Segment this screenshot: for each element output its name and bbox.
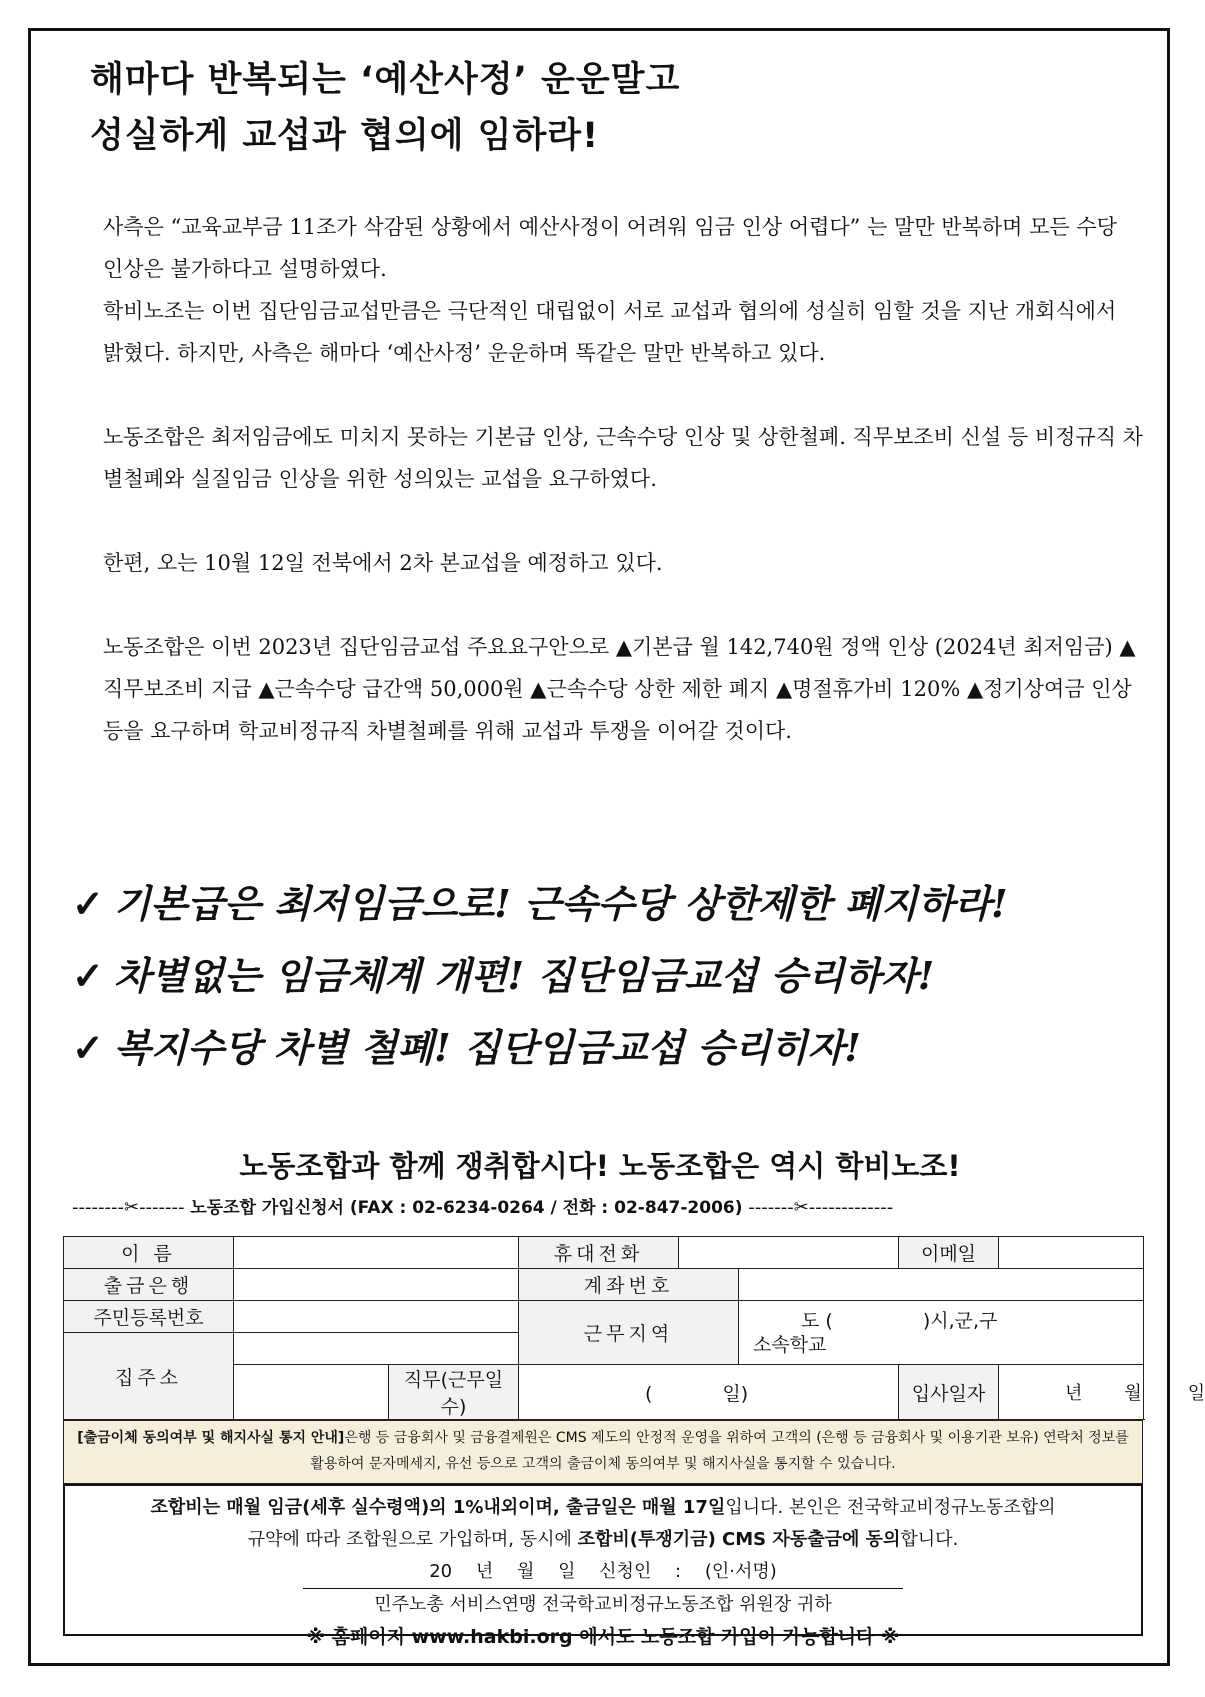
school-label: 소속학교	[753, 1333, 827, 1356]
dash-left-2: -------	[139, 1197, 185, 1218]
region-do-label: 도 (	[801, 1309, 833, 1332]
work-region-field[interactable]	[739, 1301, 1144, 1365]
paragraph-5: 노동조합은 이번 2023년 집단임금교섭 주요요구안으로 ▲기본급 월 142,740원 정액 인상 (2024년 최저임금) ▲직무보조비 지급 ▲근속수당 급간액 50,000원 ▲근속수당 상한 제한 폐지 ▲명절휴가비 120% ▲정기상여금 인상 등을 요구하며 학교비정규직 차별철폐를 위해 교섭과 투쟁을 이어갈 것이다.	[103, 635, 1136, 743]
fee-text-2: 규약에 따라 조합원으로 가입하며, 동시에	[247, 1529, 578, 1550]
resident-number-label: 주민등록번호	[64, 1301, 234, 1333]
days-close: 일)	[722, 1382, 749, 1405]
notice-text: 은행 등 금융회사 및 금융결제원은 CMS 제도의 안정적 운영을 위하여 고객의 (은행 등 금융회사 및 이용기관 보유) 연락처 정보를 활용하여 문자메세지, 유선 등으로 고객의 출금이체 동의여부 및 해지사실을 통지할 수 있습니다.	[310, 1430, 1129, 1472]
checkmark-icon: ✓	[72, 953, 104, 998]
slogan-2-text: 차별없는 임금체계 개편! 집단임금교섭 승리하자!	[113, 953, 935, 998]
call-to-action: 노동조합과 함께 쟁취합시다! 노동조합은 역시 학비노조!	[239, 1149, 961, 1183]
signature-text: 20 년 월 일 신청인 : (인·서명)	[303, 1556, 903, 1589]
signature-line[interactable]	[65, 1556, 1141, 1589]
address-field-2[interactable]	[234, 1365, 389, 1420]
recipient-line: 민주노총 서비스연맹 전국학교비정규노동조합 위원장 귀하	[374, 1594, 832, 1615]
slogan-1-text: 기본급은 최저임금으로! 근속수당 상한제한 폐지하라!	[113, 881, 1008, 926]
bank-label: 출금은행	[64, 1269, 234, 1301]
region-si-label: )시,군,구	[922, 1309, 998, 1332]
hire-date-label: 입사일자	[899, 1365, 999, 1420]
fee-bold-1: 조합비는 매월 임금(세후 실수령액)의 1%내외이며, 출금일은 매월 17일	[150, 1497, 726, 1518]
fee-line-2	[65, 1524, 1141, 1556]
day-label: 일	[1187, 1383, 1205, 1404]
fee-consent-box	[63, 1484, 1143, 1648]
cms-notice	[63, 1420, 1143, 1484]
address-field[interactable]	[234, 1333, 519, 1365]
slogan-2	[72, 940, 1008, 1012]
checkmark-icon: ✓	[72, 881, 104, 926]
address-label: 집주소	[64, 1333, 234, 1420]
hire-date-field[interactable]	[999, 1365, 1205, 1420]
name-label: 이 름	[64, 1237, 234, 1269]
article-body	[103, 206, 1143, 794]
paragraph-4: 한편, 오는 10월 12일 전북에서 2차 본교섭을 예정하고 있다.	[103, 551, 663, 575]
slogan-3	[72, 1012, 1008, 1084]
work-region-label: 근무지역	[519, 1301, 739, 1365]
notice-heading: [출금이체 동의여부 및 해지사실 통지 안내]	[77, 1430, 345, 1446]
job-days-field[interactable]	[519, 1365, 899, 1420]
job-label: 직무(근무일수)	[389, 1365, 519, 1420]
phone-label: 휴대전화	[519, 1237, 679, 1269]
resident-number-field[interactable]	[234, 1301, 519, 1333]
fee-text-3: 합니다.	[900, 1529, 959, 1550]
cut-line	[72, 1193, 1132, 1218]
fee-line-1	[65, 1492, 1141, 1524]
form-title: 노동조합 가입신청서 (FAX : 02-6234-0264 / 전화 : 02-847-2006)	[190, 1198, 743, 1218]
year-label: 년	[1065, 1383, 1083, 1404]
headline-line-1: 해마다 반복되는 ‘예산사정’ 운운말고	[90, 60, 681, 100]
paragraph-3: 노동조합은 최저임금에도 미치지 못하는 기본급 인상, 근속수당 인상 및 상한철폐. 직무보조비 신설 등 비정규직 차별철폐와 실질임금 인상을 위한 성의있는 교섭을 요구하였다.	[103, 425, 1143, 491]
dash-right: -------	[748, 1197, 794, 1218]
days-open: (	[645, 1382, 653, 1405]
month-label: 월	[1124, 1383, 1142, 1404]
scissors-icon: ✂	[793, 1197, 809, 1218]
checkmark-icon: ✓	[72, 1025, 104, 1070]
bank-field[interactable]	[234, 1269, 519, 1301]
headline-line-2: 성실하게 교섭과 협의에 임하라!	[90, 116, 600, 156]
scissors-icon: ✂	[123, 1197, 140, 1218]
fee-text-1: 입니다. 본인은 전국학교비정규노동조합의	[725, 1497, 1056, 1518]
headline	[90, 52, 680, 164]
slogan-3-text: 복지수당 차별 철폐! 집단임금교섭 승리히자!	[113, 1025, 861, 1070]
account-field[interactable]	[739, 1269, 1144, 1301]
dash-right-2: -------------	[808, 1197, 894, 1218]
slogan-1	[72, 868, 1008, 940]
fee-bold-2: 조합비(투쟁기금) CMS 자동출금에 동의	[577, 1529, 901, 1550]
account-label: 계좌번호	[519, 1269, 739, 1301]
phone-field[interactable]	[679, 1237, 899, 1269]
paragraph-1: 사측은 “교육교부금 11조가 삭감된 상황에서 예산사정이 어려워 임금 인상 어렵다” 는 말만 반복하며 모든 수당 인상은 불가하다고 설명하였다.	[103, 215, 1117, 281]
email-label: 이메일	[899, 1237, 999, 1269]
website-note: ※ 홈페이지 www.hakbi.org 에서도 노동조합 가입이 가능합니다 ※	[306, 1626, 900, 1648]
slogans	[72, 868, 1008, 1084]
dash-left: --------	[72, 1197, 124, 1218]
name-field[interactable]	[234, 1237, 519, 1269]
paragraph-2: 학비노조는 이번 집단임금교섭만큼은 극단적인 대립없이 서로 교섭과 협의에 성실히 임할 것을 지난 개회식에서 밝혔다. 하지만, 사측은 해마다 ‘예산사정’ 운운하며 똑같은 말만 반복하고 있다.	[103, 299, 1117, 365]
membership-form	[63, 1236, 1205, 1420]
email-field[interactable]	[999, 1237, 1144, 1269]
